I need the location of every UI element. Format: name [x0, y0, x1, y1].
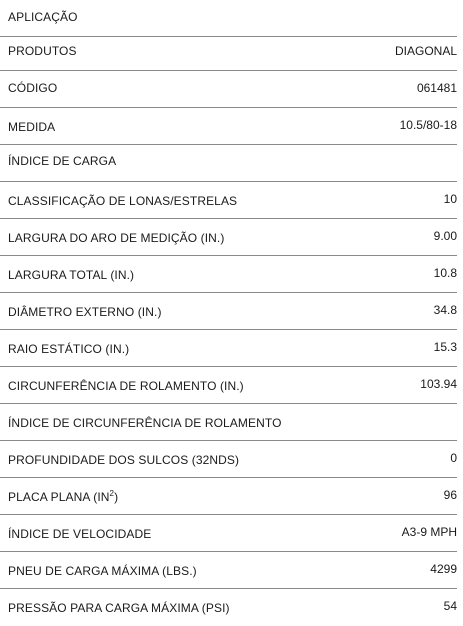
spec-row-largura-total [0, 256, 457, 293]
spec-label-tail: ) [114, 490, 119, 504]
spec-row-raio-estatico [0, 330, 457, 367]
spec-row-indice-de-carga [0, 145, 457, 182]
spec-row-classificacao-lonas [0, 182, 457, 219]
spec-value: 0 [450, 451, 457, 465]
spec-row-pneu-carga-maxima [0, 552, 457, 589]
spec-label: PRODUTOS [8, 44, 77, 58]
spec-value: 34.8 [433, 303, 457, 317]
spec-value: 15.3 [433, 340, 457, 354]
spec-label: ÍNDICE DE VELOCIDADE [8, 527, 152, 541]
spec-label: LARGURA TOTAL (IN.) [8, 268, 135, 282]
spec-value: 10 [443, 192, 457, 206]
spec-label: DIÂMETRO EXTERNO (IN.) [8, 305, 162, 319]
spec-row-aplicacao [0, 0, 457, 37]
spec-label: APLICAÇÃO [8, 10, 78, 24]
spec-value: 10.5/80-18 [399, 118, 457, 132]
spec-label: PNEU DE CARGA MÁXIMA (LBS.) [8, 564, 197, 578]
spec-label: ÍNDICE DE CIRCUNFERÊNCIA DE ROLAMENTO [8, 416, 282, 430]
spec-label: MEDIDA [8, 120, 56, 134]
spec-row-placa-plana [0, 478, 457, 515]
spec-label [8, 490, 118, 504]
spec-label: PROFUNDIDADE DOS SULCOS (32NDS) [8, 453, 240, 467]
spec-row-medida [0, 108, 457, 145]
spec-row-produtos [0, 34, 457, 71]
spec-label-text: PLACA PLANA (IN [8, 490, 110, 504]
spec-label: RAIO ESTÁTICO (IN.) [8, 342, 130, 356]
spec-value: DIAGONAL [394, 44, 457, 58]
spec-row-circunferencia-rolamento [0, 367, 457, 404]
spec-label: CÓDIGO [8, 81, 58, 95]
spec-label: ÍNDICE DE CARGA [8, 154, 117, 168]
spec-value: 10.8 [433, 266, 457, 280]
spec-value: A3-9 MPH [401, 525, 457, 539]
spec-row-indice-circunferencia [0, 404, 457, 441]
spec-value: 96 [443, 488, 457, 502]
spec-row-diametro-externo [0, 293, 457, 330]
spec-label: CLASSIFICAÇÃO DE LONAS/ESTRELAS [8, 194, 238, 208]
spec-value: 103.94 [420, 377, 457, 391]
spec-value: 061481 [416, 81, 457, 95]
spec-row-pressao-carga-maxima [0, 589, 457, 626]
spec-row-largura-aro [0, 219, 457, 256]
spec-label: CIRCUNFERÊNCIA DE ROLAMENTO (IN.) [8, 379, 244, 393]
spec-label-superscript: 2 [109, 489, 115, 498]
spec-row-profundidade-sulcos [0, 441, 457, 478]
spec-row-indice-velocidade [0, 515, 457, 552]
spec-value: 9.00 [433, 229, 457, 243]
spec-label: LARGURA DO ARO DE MEDIÇÃO (IN.) [8, 231, 225, 245]
spec-row-codigo [0, 71, 457, 108]
spec-label: PRESSÃO PARA CARGA MÁXIMA (PSI) [8, 601, 230, 615]
spec-value: 54 [443, 599, 457, 613]
spec-value: 4299 [430, 562, 457, 576]
